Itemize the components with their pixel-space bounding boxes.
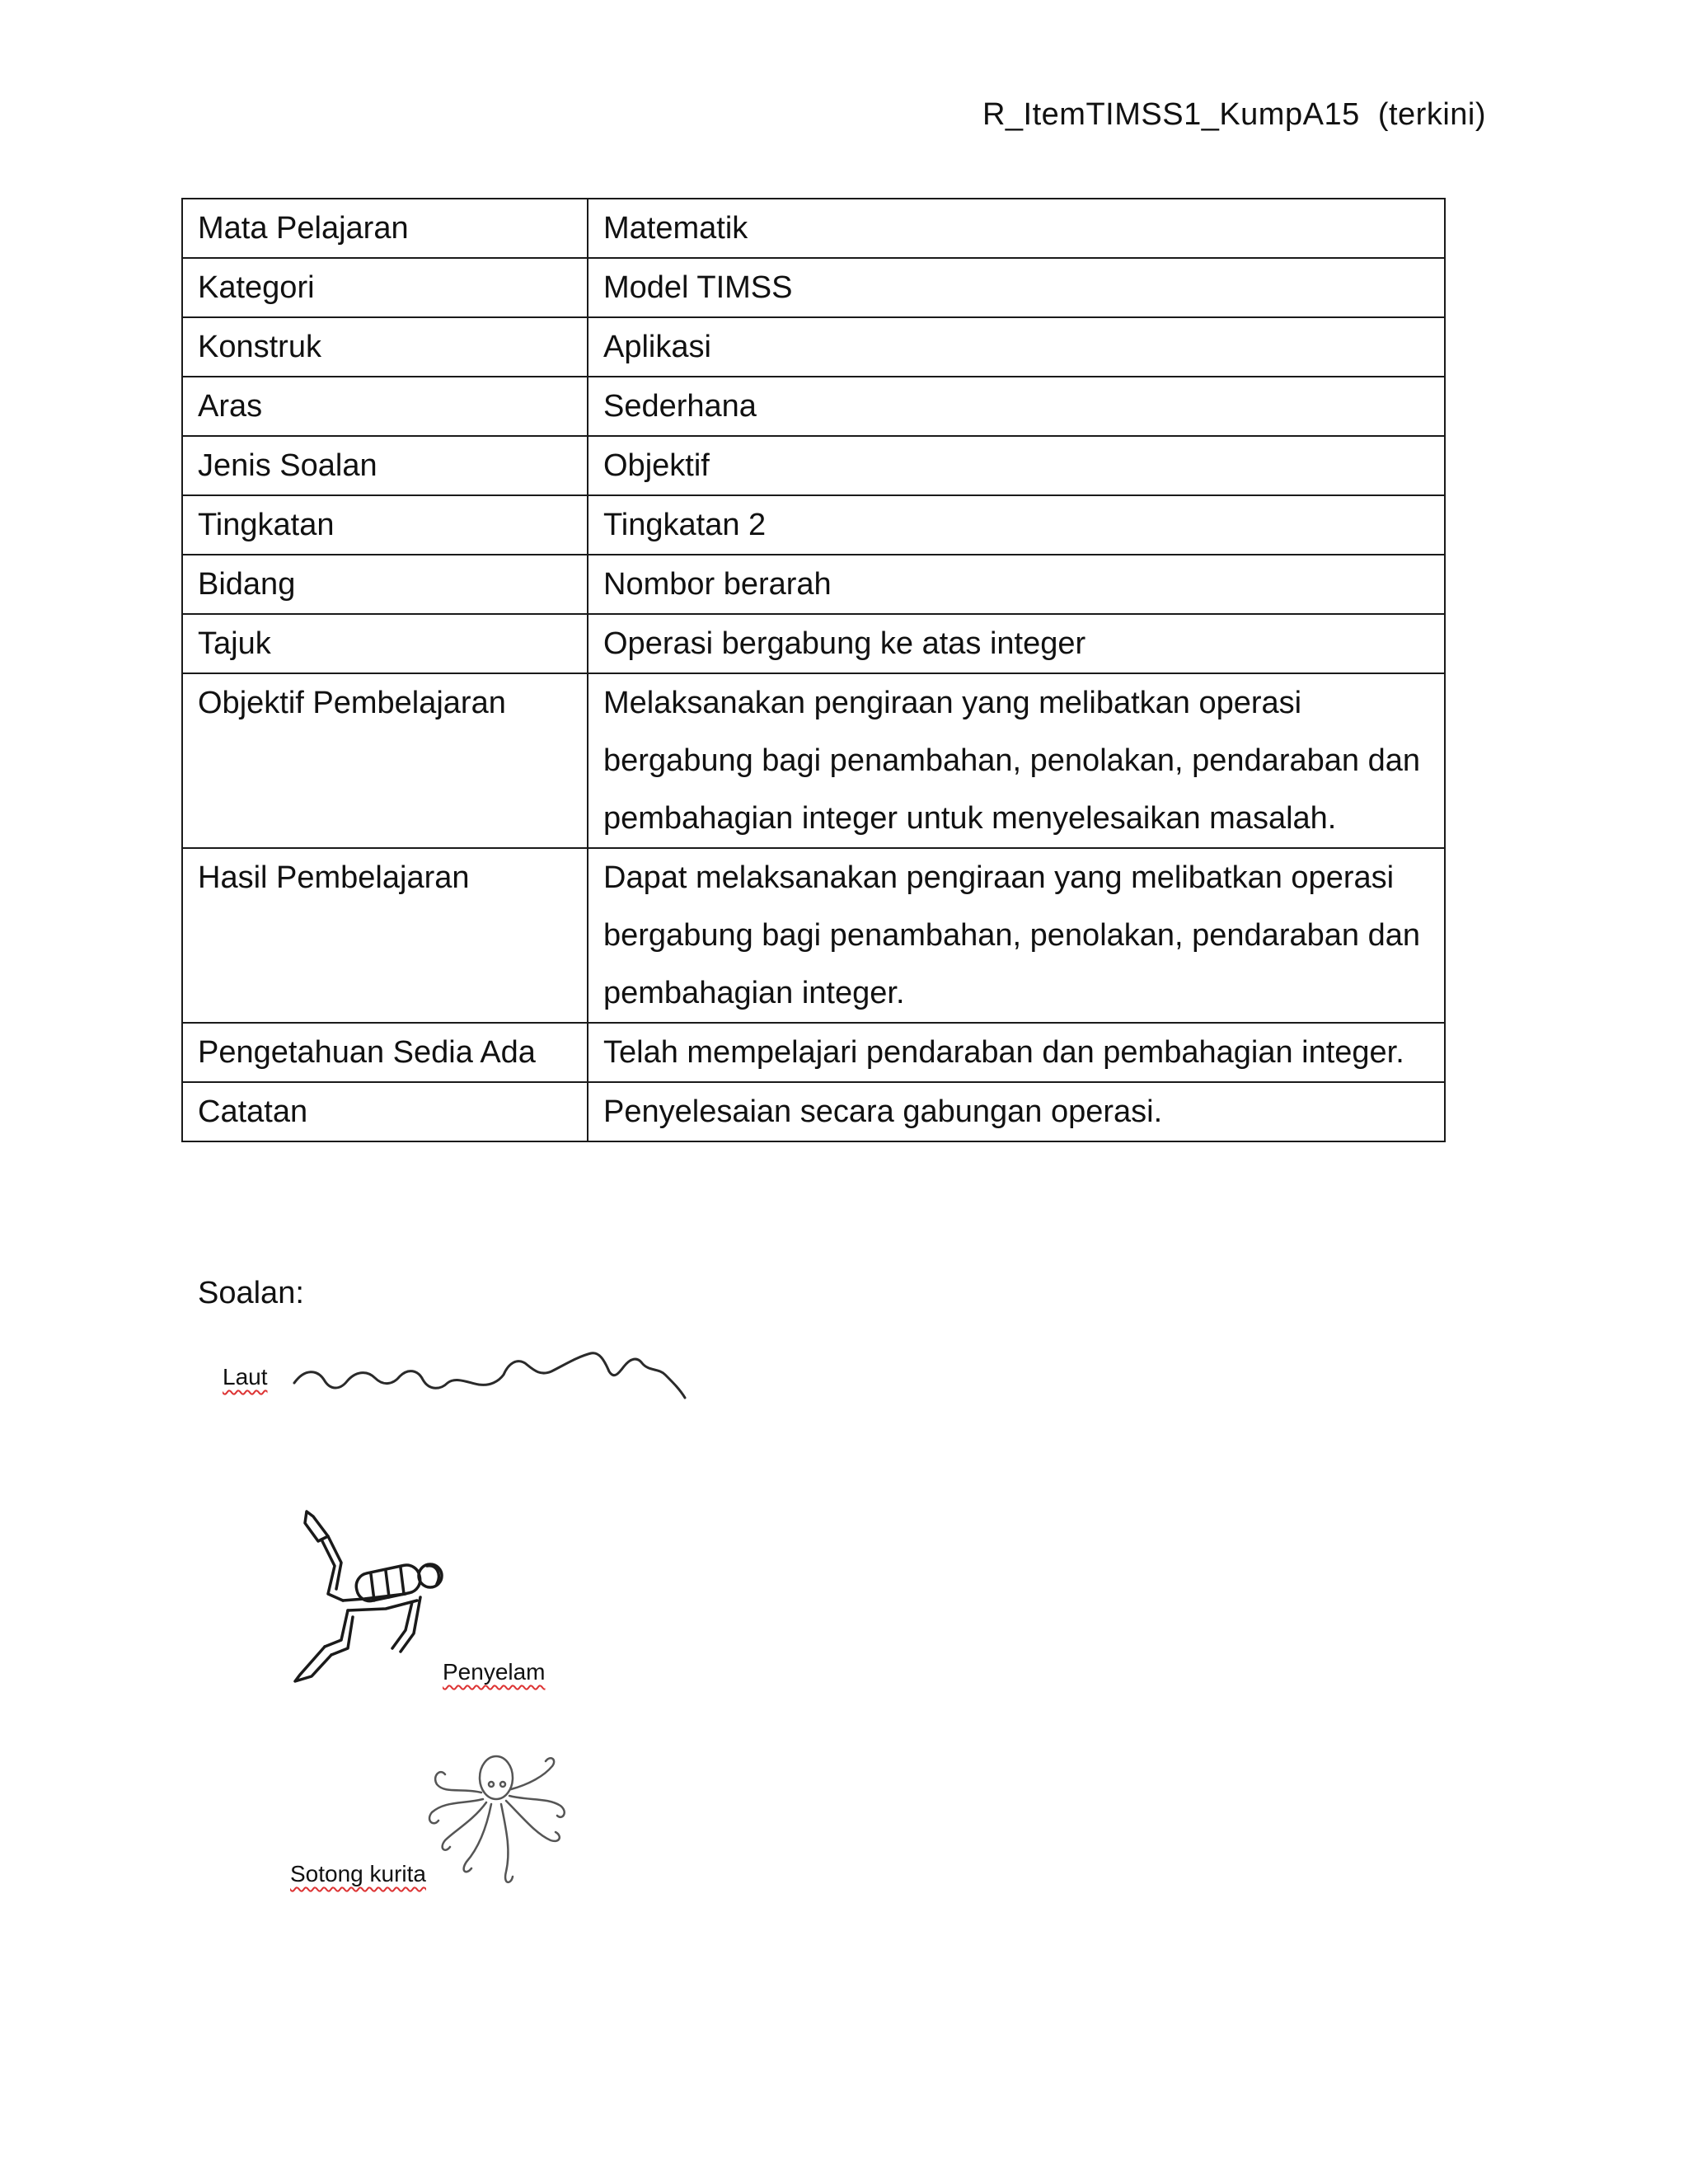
- row-label: Hasil Pembelajaran: [182, 848, 588, 1023]
- row-label: Objektif Pembelajaran: [182, 673, 588, 848]
- row-label: Kategori: [182, 258, 588, 317]
- row-value: Melaksanakan pengiraan yang melibatkan operasi bergabung bagi penambahan, penolakan, pendaraban dan pembahagian integer untuk menyelesaikan masalah.: [588, 673, 1445, 848]
- table-row: [182, 495, 1445, 555]
- document-code-header: R_ItemTIMSS1_KumpA15 (terkini): [982, 97, 1486, 132]
- sea-label: Laut: [223, 1364, 268, 1390]
- row-label: Jenis Soalan: [182, 436, 588, 495]
- diver-icon: [288, 1508, 453, 1685]
- table-row: [182, 555, 1445, 614]
- row-value: Matematik: [588, 199, 1445, 258]
- row-value: Penyelesaian secara gabungan operasi.: [588, 1082, 1445, 1141]
- sea-wave-icon: [293, 1352, 696, 1401]
- row-value: Model TIMSS: [588, 258, 1445, 317]
- octopus-icon: [420, 1751, 573, 1891]
- table-row: [182, 199, 1445, 258]
- row-value: Telah mempelajari pendaraban dan pembahagian integer.: [588, 1023, 1445, 1082]
- table-row: [182, 1023, 1445, 1082]
- row-value: Sederhana: [588, 377, 1445, 436]
- table-row: [182, 436, 1445, 495]
- row-label: Tajuk: [182, 614, 588, 673]
- table-row: [182, 614, 1445, 673]
- row-value: Dapat melaksanakan pengiraan yang melibatkan operasi bergabung bagi penambahan, penolakan, pendaraban dan pembahagian integer.: [588, 848, 1445, 1023]
- table-row: [182, 848, 1445, 1023]
- row-label: Mata Pelajaran: [182, 199, 588, 258]
- row-value: Nombor berarah: [588, 555, 1445, 614]
- row-value: Operasi bergabung ke atas integer: [588, 614, 1445, 673]
- row-value: Objektif: [588, 436, 1445, 495]
- table-row: [182, 1082, 1445, 1141]
- row-label: Catatan: [182, 1082, 588, 1141]
- row-value: Aplikasi: [588, 317, 1445, 377]
- row-value: Tingkatan 2: [588, 495, 1445, 555]
- row-label: Aras: [182, 377, 588, 436]
- table-row: [182, 317, 1445, 377]
- table-row: [182, 673, 1445, 848]
- row-label: Konstruk: [182, 317, 588, 377]
- row-label: Pengetahuan Sedia Ada: [182, 1023, 588, 1082]
- diver-label: Penyelam: [443, 1659, 546, 1685]
- table-row: [182, 258, 1445, 317]
- question-label: Soalan:: [198, 1276, 304, 1310]
- row-label: Bidang: [182, 555, 588, 614]
- octopus-label: Sotong kurita: [290, 1861, 426, 1886]
- table-row: [182, 377, 1445, 436]
- row-label: Tingkatan: [182, 495, 588, 555]
- metadata-table: [181, 198, 1446, 1142]
